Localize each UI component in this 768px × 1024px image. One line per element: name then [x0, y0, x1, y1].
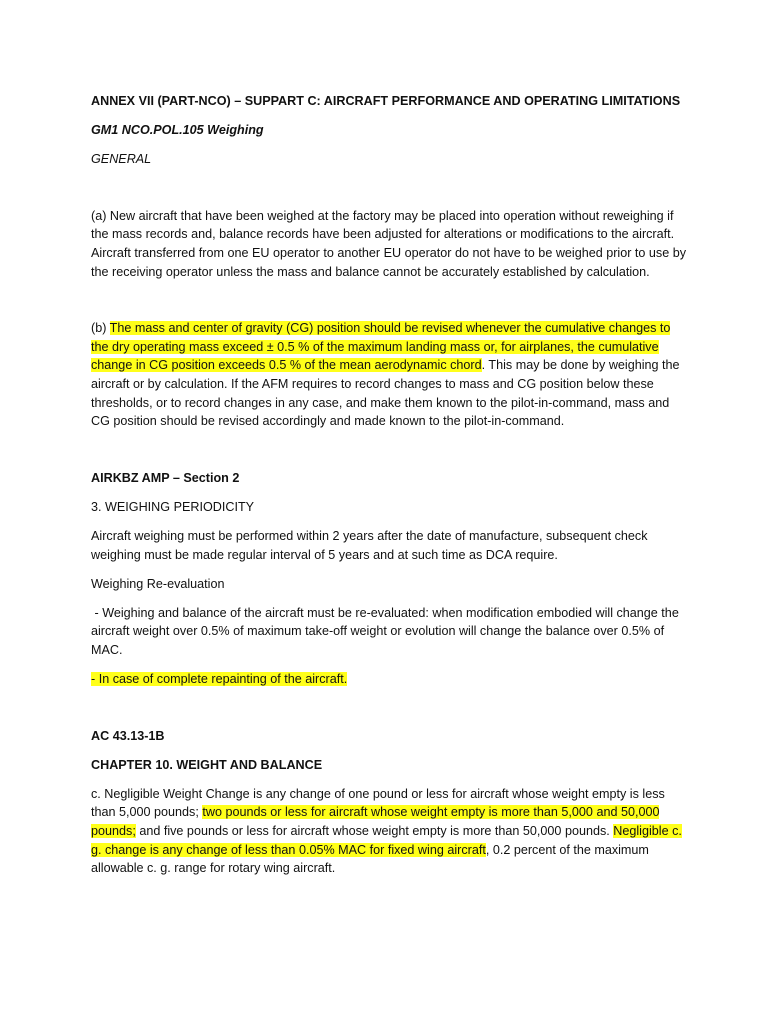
document-page — [91, 92, 691, 878]
paragraph-b-highlight: The mass and center of gravity (CG) position should be revised whenever the cumulative changes to the dry operating mass exceed ± 0.5 % of the maximum landing mass or, for airplanes, the cumulative change in CG position exceeds 0.5 % of the mean aerodynamic chord — [91, 321, 671, 373]
ac-heading: AC 43.13-1B — [91, 728, 165, 743]
airkbz-heading: AIRKBZ AMP – Section 2 — [91, 470, 240, 485]
negligible-part3: , 0.2 percent of the maximum allowable c. g. range for rotary wing aircraft. — [91, 842, 649, 876]
reevaluation-title: Weighing Re-evaluation — [91, 576, 225, 591]
paragraph-a: (a) New aircraft that have been weighed at the factory may be placed into operation without reweighing if the mass records and, balance records have been adjusted for alterations or modifications to the aircraft. Aircraft transferred from one EU operator to another EU operator do not have to be weighed prior to use by the receiving operator unless the mass and balance cannot be accurately established by calculation. — [91, 208, 687, 279]
reevaluation-paragraph: - Weighing and balance of the aircraft must be re-evaluated: when modification embodied will change the aircraft weight over 0.5% of maximum take-off weight or evolution will change the balance over 0.5% of MAC. — [91, 605, 683, 657]
negligible-part1: c. Negligible Weight Change is any change of one pound or less for aircraft whose weight empty is less than 5,000 pounds; — [91, 786, 665, 820]
weighing-periodicity-title: 3. WEIGHING PERIODICITY — [91, 499, 255, 514]
negligible-highlight-2: Negligible c. g. change is any change of less than 0.05% MAC for fixed wing aircraft — [91, 823, 682, 857]
paragraph-b — [91, 319, 691, 431]
gm1-subheading: GM1 NCO.POL.105 Weighing — [91, 123, 264, 138]
negligible-part2: and five pounds or less for aircraft whose weight empty is more than 50,000 pounds. — [135, 823, 614, 838]
paragraph-b-prefix: (b) — [91, 321, 110, 336]
periodicity-paragraph: Aircraft weighing must be performed within 2 years after the date of manufacture, subsequent check weighing must be made regular interval of 5 years and at such time as DCA require. — [91, 528, 648, 562]
repainting-paragraph — [91, 670, 691, 689]
negligible-highlight-1: two pounds or less for aircraft whose weight empty is more than 5,000 and 50,000 pounds; — [91, 805, 660, 838]
annex-heading: ANNEX VII (PART-NCO) – SUPPART C: AIRCRAFT PERFORMANCE AND OPERATING LIMITATIONS — [91, 94, 681, 108]
general-label: GENERAL — [91, 152, 152, 167]
paragraph-b-rest: . This may be done by weighing the aircraft or by calculation. If the AFM requires to record changes to mass and CG position below these thresholds, or to record changes in any case, and make them known to the pilot-in-command, mass and CG position should be revised accordingly and made known to the pilot-in-command. — [91, 358, 680, 429]
negligible-change-paragraph — [91, 785, 691, 878]
repainting-highlight: - In case of complete repainting of the aircraft. — [91, 671, 348, 686]
chapter-heading: CHAPTER 10. WEIGHT AND BALANCE — [91, 757, 323, 772]
